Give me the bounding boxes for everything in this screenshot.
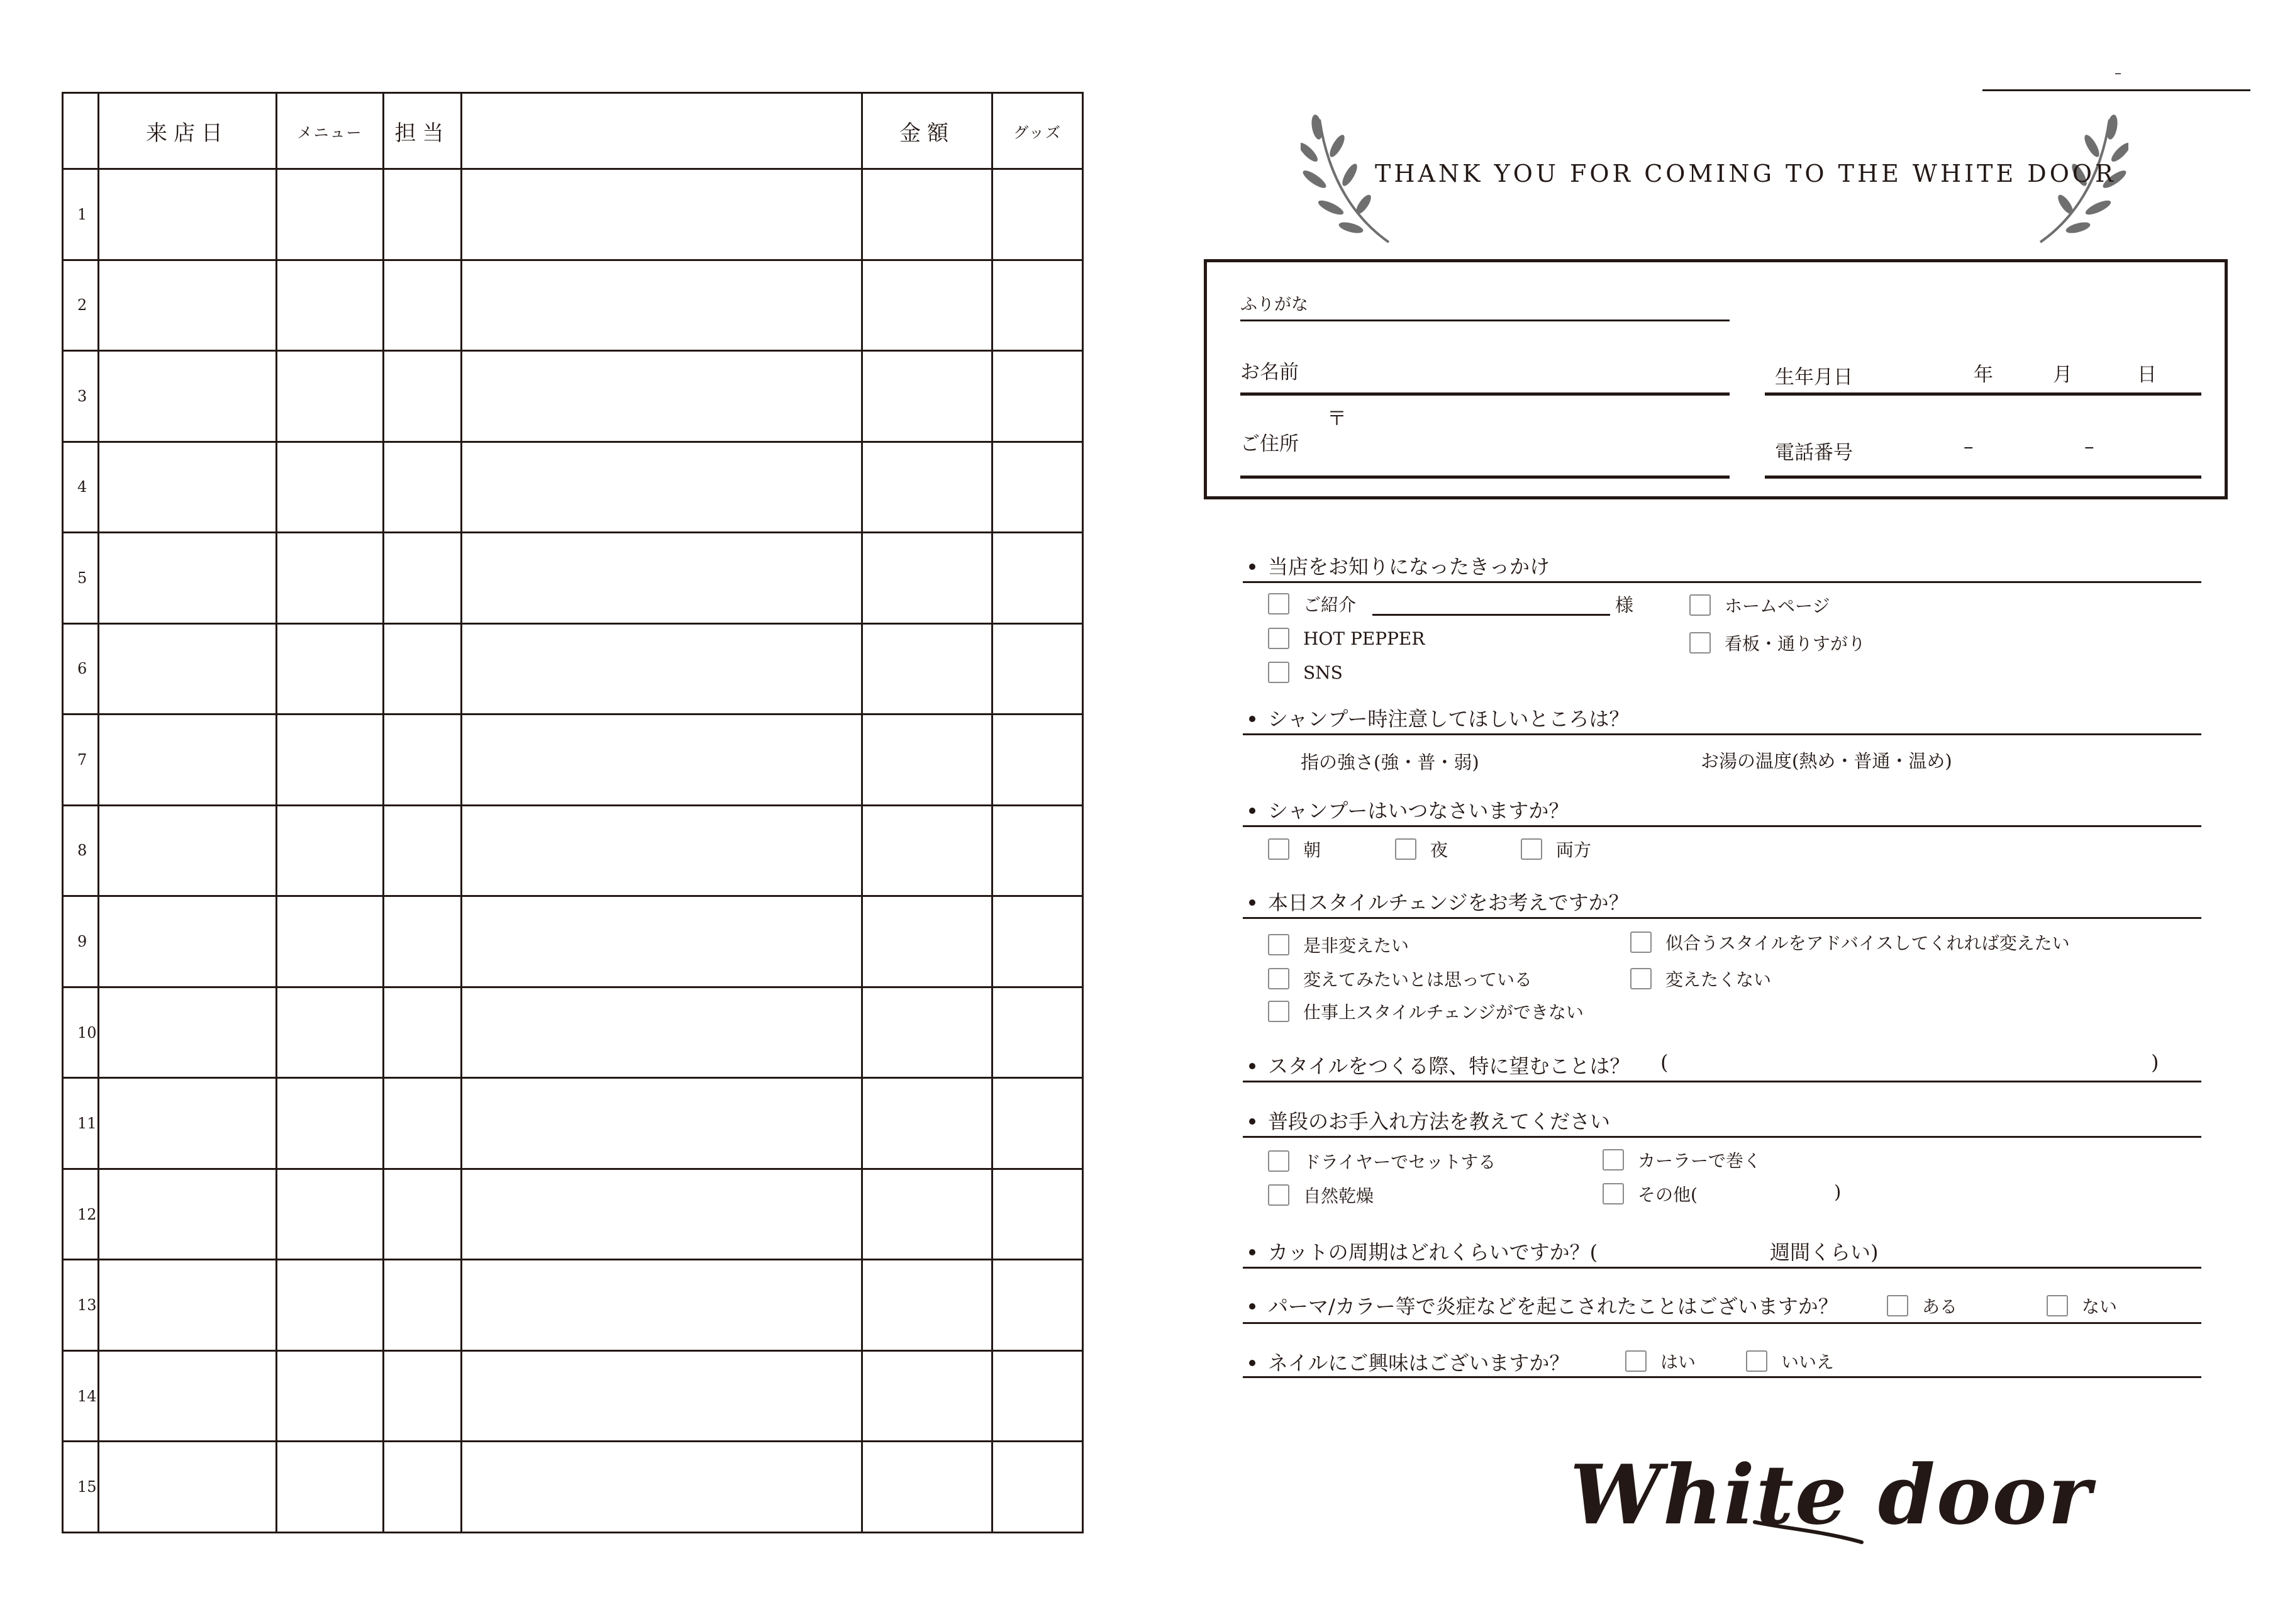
question-inflammation-line [1243,1322,2201,1324]
row-number-header [63,93,99,169]
question-inflammation: パーマ/カラー等で炎症などを起こされたことはございますか？ [1249,1291,1838,1320]
menu-cell[interactable] [277,1078,384,1169]
phone-label: 電話番号 [1775,442,1853,464]
visit-date-cell[interactable] [99,1078,277,1169]
option-inflammation-yes[interactable]: ある [1887,1293,1957,1318]
goods-cell[interactable] [992,260,1083,351]
finger-strength-text: 指の強さ(強・普・弱) [1301,752,1479,773]
visit-record-table [62,92,1084,1533]
staff-cell[interactable] [384,260,462,351]
amount-cell[interactable] [862,1442,992,1533]
option-inflammation-no[interactable]: ない [2047,1293,2117,1318]
question-care-method: 普段のお手入れ方法を教えてください [1249,1106,1610,1135]
cut-cycle-field[interactable] [1243,1267,2201,1269]
staff-cell[interactable] [384,896,462,987]
checkbox-icon[interactable] [1268,1001,1289,1022]
notes-cell[interactable] [462,1169,862,1260]
visit-date-cell[interactable] [99,351,277,442]
row-number: 8 [63,805,99,896]
visit-date-cell[interactable] [99,987,277,1078]
checkbox-icon[interactable] [1603,1183,1624,1204]
amount-cell[interactable] [862,1078,992,1169]
staff-cell[interactable] [384,987,462,1078]
staff-cell[interactable] [384,1442,462,1533]
amount-cell[interactable] [862,351,992,442]
top-right-field-line[interactable] [1982,89,2250,91]
question-how-found-line [1243,581,2201,583]
amount-cell[interactable] [862,987,992,1078]
staff-cell[interactable] [384,351,462,442]
option-both[interactable]: 両方 [1521,837,1591,862]
cut-cycle-suffix: 週間くらい) [1770,1240,1879,1264]
menu-cell[interactable] [277,533,384,624]
staff-cell[interactable] [384,1169,462,1260]
checkbox-icon[interactable] [1521,838,1542,860]
row-number: 12 [63,1169,99,1260]
row-number: 3 [63,351,99,442]
checkbox-icon[interactable] [1887,1295,1908,1316]
phone-field[interactable] [1765,476,2201,479]
row-number: 2 [63,260,99,351]
menu-cell[interactable] [277,169,384,260]
goods-cell[interactable] [992,715,1083,806]
checkbox-icon[interactable] [1625,1350,1647,1372]
menu-cell[interactable] [277,260,384,351]
table-row [63,1260,1083,1351]
goods-cell[interactable] [992,533,1083,624]
notes-cell[interactable] [462,442,862,533]
row-number: 9 [63,896,99,987]
birthday-month-label: 月 [2053,364,2072,386]
water-temperature-text: お湯の温度(熱め・普通・温め) [1701,750,1952,772]
goods-header: グッズ [992,93,1083,169]
top-right-field-separator: – [2115,65,2121,81]
menu-cell[interactable] [277,987,384,1078]
question-shampoo-care: シャンプー時注意してほしいところは？ [1249,703,1629,732]
birthday-day-label: 日 [2137,364,2157,386]
phone-separator-1: – [1964,435,1974,458]
option-homepage[interactable]: ホームページ [1689,592,1830,618]
option-night[interactable]: 夜 [1395,837,1448,862]
option-hotpepper[interactable]: HOT PEPPER [1268,628,1425,649]
notes-cell[interactable] [462,987,862,1078]
menu-cell[interactable] [277,1169,384,1260]
checkbox-icon[interactable] [1268,934,1289,955]
name-label: お名前 [1240,361,1299,384]
goods-cell[interactable] [992,896,1083,987]
visit-date-cell[interactable] [99,1350,277,1442]
row-number: 4 [63,442,99,533]
menu-cell[interactable] [277,1442,384,1533]
question-how-found: 当店をお知りになったきっかけ [1249,551,1550,580]
staff-cell[interactable] [384,623,462,715]
option-nail-no[interactable]: いいえ [1746,1349,1834,1374]
notes-cell[interactable] [462,805,862,896]
table-header-row [63,93,1083,169]
option-morning[interactable]: 朝 [1268,837,1321,862]
checkbox-icon[interactable] [1689,632,1711,653]
notes-cell[interactable] [462,623,862,715]
table-row [63,1350,1083,1442]
goods-cell[interactable] [992,623,1083,715]
question-style-change: 本日スタイルチェンジをお考えですか？ [1249,887,1629,916]
question-care-method-line [1243,1136,2201,1138]
visit-date-cell[interactable] [99,896,277,987]
amount-header: 金額 [862,93,992,169]
birthday-year-label: 年 [1974,364,1993,386]
option-thinking-change[interactable]: 変えてみたいとは思っている [1268,966,1532,991]
amount-cell[interactable] [862,805,992,896]
staff-cell[interactable] [384,1350,462,1442]
bullet-icon [1249,1118,1255,1125]
row-number: 5 [63,533,99,624]
option-cannot-change[interactable]: 仕事上スタイルチェンジができない [1268,999,1584,1024]
amount-cell[interactable] [862,169,992,260]
question-shampoo-time: シャンプーはいつなさいますか？ [1249,795,1569,824]
staff-cell[interactable] [384,442,462,533]
notes-cell[interactable] [462,1350,862,1442]
notes-cell[interactable] [462,351,862,442]
option-signboard[interactable]: 看板・通りすがり [1689,630,1865,655]
bullet-icon [1249,899,1255,906]
row-number: 7 [63,715,99,806]
notes-cell[interactable] [462,169,862,260]
postal-mark: 〒 [1327,408,1347,430]
notes-header [462,93,862,169]
customer-info-box [1204,259,2228,499]
visit-date-cell[interactable] [99,805,277,896]
checkbox-icon[interactable] [1268,1150,1289,1172]
question-style-change-line [1243,917,2201,919]
bullet-icon [1249,1360,1255,1366]
question-nail-interest: ネイルにご興味はございますか？ [1249,1347,1569,1376]
checkbox-icon[interactable] [1268,968,1289,989]
notes-cell[interactable] [462,896,862,987]
menu-cell[interactable] [277,805,384,896]
menu-cell[interactable] [277,1350,384,1442]
checkbox-icon[interactable] [2047,1295,2068,1316]
option-other-close-paren: ) [1834,1181,1842,1203]
birthday-label: 生年月日 [1775,366,1853,389]
checkbox-icon[interactable] [1268,1184,1289,1206]
staff-cell[interactable] [384,715,462,806]
table-row [63,1442,1083,1533]
checkbox-icon[interactable] [1268,838,1289,860]
goods-cell[interactable] [992,1260,1083,1351]
goods-cell[interactable] [992,1169,1083,1260]
row-number: 13 [63,1260,99,1351]
staff-cell[interactable] [384,805,462,896]
notes-cell[interactable] [462,1078,862,1169]
amount-cell[interactable] [862,896,992,987]
staff-cell[interactable] [384,1260,462,1351]
goods-cell[interactable] [992,1350,1083,1442]
style-wishes-close-paren: ) [2151,1050,2159,1074]
table-row [63,260,1083,351]
table-row [63,351,1083,442]
visit-date-cell[interactable] [99,623,277,715]
birthday-field[interactable] [1765,392,2201,396]
address-field[interactable] [1240,476,1730,479]
menu-header: メニュー [277,93,384,169]
referral-suffix: 様 [1615,594,1634,616]
checkbox-icon[interactable] [1630,932,1652,953]
option-no-change[interactable]: 変えたくない [1630,966,1771,991]
option-definitely-change[interactable]: 是非変えたい [1268,932,1409,957]
menu-cell[interactable] [277,715,384,806]
amount-cell[interactable] [862,715,992,806]
amount-cell[interactable] [862,623,992,715]
menu-cell[interactable] [277,623,384,715]
row-number: 1 [63,169,99,260]
checkbox-icon[interactable] [1689,594,1711,616]
bullet-icon [1249,716,1255,722]
notes-cell[interactable] [462,1260,862,1351]
visit-date-cell[interactable] [99,1260,277,1351]
option-curler[interactable]: カーラーで巻く [1603,1147,1761,1172]
table-row [63,1169,1083,1260]
goods-cell[interactable] [992,442,1083,533]
white-door-logo: White door [1570,1447,2093,1543]
notes-cell[interactable] [462,715,862,806]
visit-date-cell[interactable] [99,715,277,806]
name-field[interactable] [1240,392,1730,396]
notes-cell[interactable] [462,533,862,624]
staff-header: 担当 [384,93,462,169]
goods-cell[interactable] [992,1442,1083,1533]
logo-swash [1748,1510,1868,1547]
option-sns[interactable]: SNS [1268,662,1343,683]
row-number: 11 [63,1078,99,1169]
goods-cell[interactable] [992,351,1083,442]
amount-cell[interactable] [862,533,992,624]
amount-cell[interactable] [862,260,992,351]
table-row [63,805,1083,896]
staff-cell[interactable] [384,1078,462,1169]
option-nail-yes[interactable]: はい [1625,1349,1696,1374]
table-row [63,715,1083,806]
question-shampoo-care-line [1243,733,2201,735]
row-number: 14 [63,1350,99,1442]
table-row [63,169,1083,260]
visit-date-cell[interactable] [99,169,277,260]
checkbox-icon[interactable] [1268,662,1289,683]
bullet-icon [1249,1303,1255,1310]
goods-cell[interactable] [992,805,1083,896]
furigana-field[interactable] [1240,320,1730,321]
table-row [63,987,1083,1078]
row-number: 10 [63,987,99,1078]
amount-cell[interactable] [862,1260,992,1351]
option-advice-change[interactable]: 似合うスタイルをアドバイスしてくれれば変えたい [1630,930,2070,955]
checkbox-icon[interactable] [1746,1350,1767,1372]
goods-cell[interactable] [992,987,1083,1078]
table-row [63,1078,1083,1169]
bullet-icon [1249,1249,1255,1255]
staff-cell[interactable] [384,169,462,260]
bullet-icon [1249,808,1255,814]
checkbox-icon[interactable] [1268,628,1289,649]
goods-cell[interactable] [992,169,1083,260]
amount-cell[interactable] [862,1350,992,1442]
visit-date-header: 来店日 [99,93,277,169]
menu-cell[interactable] [277,1260,384,1351]
address-label: ご住所 [1240,433,1299,455]
table-row [63,442,1083,533]
staff-cell[interactable] [384,533,462,624]
referral-name-field[interactable] [1372,614,1610,616]
table-row [63,533,1083,624]
furigana-label: ふりがな [1240,295,1308,314]
option-other[interactable]: その他( [1603,1181,1698,1206]
checkbox-icon[interactable] [1630,968,1652,989]
amount-cell[interactable] [862,442,992,533]
visit-date-cell[interactable] [99,1169,277,1260]
notes-cell[interactable] [462,260,862,351]
row-number: 6 [63,623,99,715]
table-row [63,623,1083,715]
menu-cell[interactable] [277,351,384,442]
style-wishes-field[interactable] [1243,1081,2201,1082]
visit-date-cell[interactable] [99,260,277,351]
notes-cell[interactable] [462,1442,862,1533]
question-style-wishes: スタイルをつくる際、特に望むことは？ [1249,1050,1630,1079]
visit-date-cell[interactable] [99,1442,277,1533]
question-shampoo-time-line [1243,825,2201,827]
checkbox-icon[interactable] [1268,593,1289,615]
menu-cell[interactable] [277,442,384,533]
thank-you-heading: THANK YOU FOR COMING TO THE WHITE DOOR [1375,160,2116,187]
option-dryer[interactable]: ドライヤーでセットする [1268,1148,1496,1174]
question-nail-interest-line [1243,1376,2201,1378]
table-row [63,896,1083,987]
option-natural-dry[interactable]: 自然乾燥 [1268,1182,1374,1208]
option-referral[interactable]: ご紹介 [1268,591,1356,616]
question-cut-cycle: カットの周期はどれくらいですか？( [1249,1237,1598,1265]
row-number: 15 [63,1442,99,1533]
menu-cell[interactable] [277,896,384,987]
bullet-icon [1249,1063,1255,1069]
phone-separator-2: – [2084,435,2094,458]
bullet-icon [1249,564,1255,570]
visit-date-cell[interactable] [99,442,277,533]
checkbox-icon[interactable] [1395,838,1416,860]
amount-cell[interactable] [862,1169,992,1260]
goods-cell[interactable] [992,1078,1083,1169]
visit-date-cell[interactable] [99,533,277,624]
checkbox-icon[interactable] [1603,1149,1624,1171]
style-wishes-open-paren: ( [1660,1050,1669,1074]
